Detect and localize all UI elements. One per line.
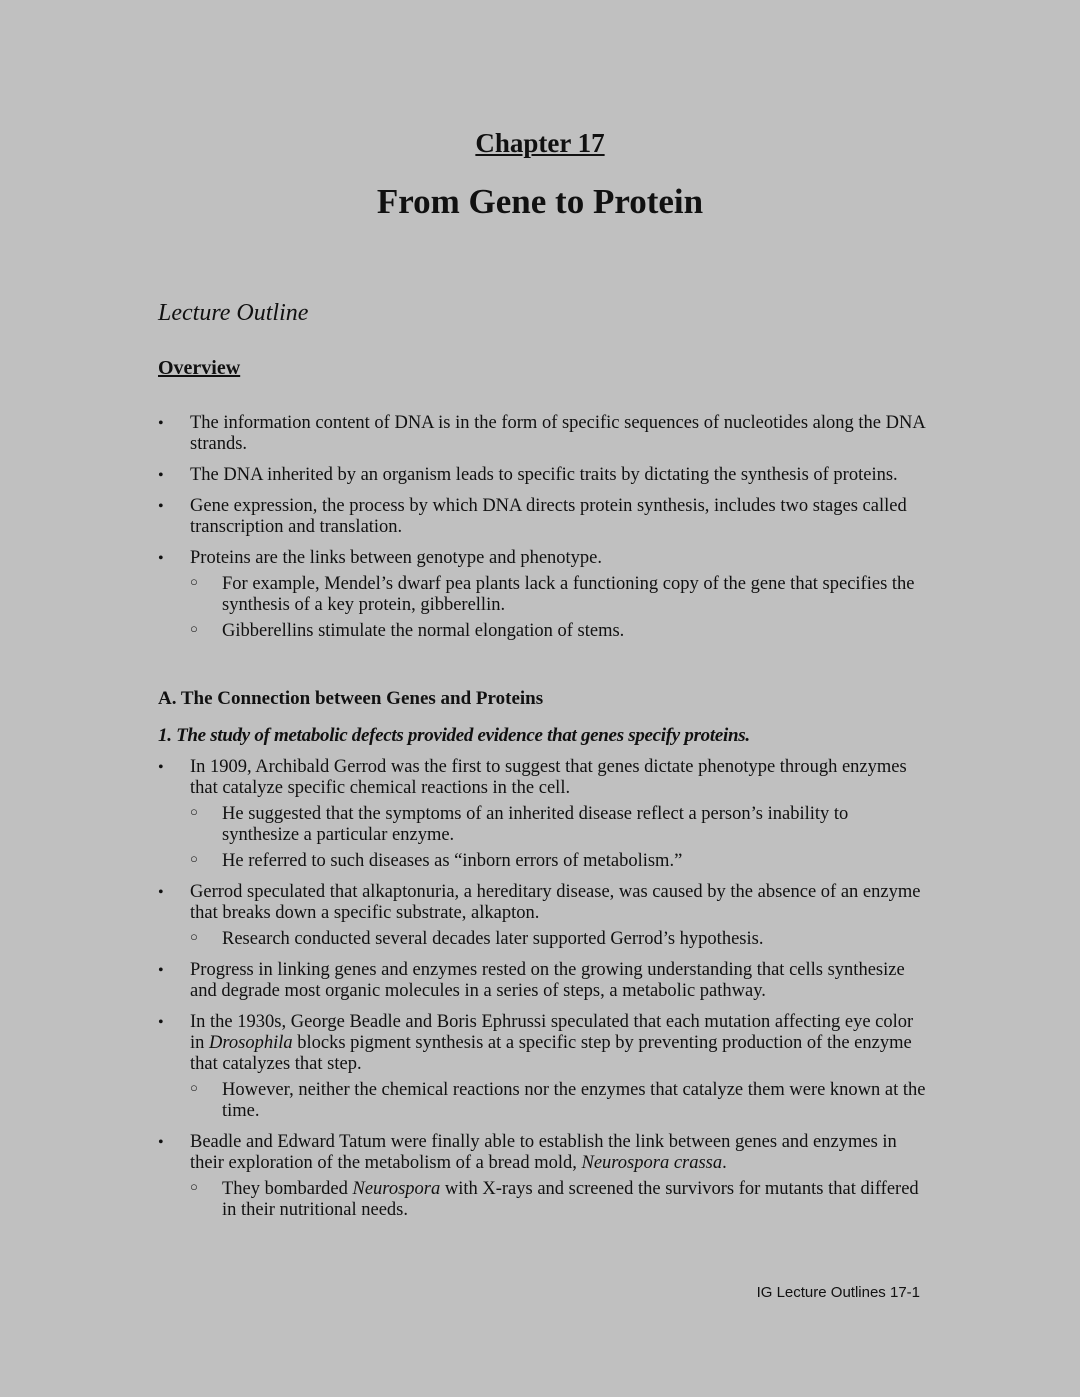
text-segment: Beadle and Edward Tatum were finally able to establish the link between genes and enzymes in their exploration of the metabolism of a bread mold,: [190, 1132, 897, 1173]
list-item: [158, 1012, 928, 1075]
text-segment: .: [722, 1153, 727, 1173]
sub-item-text: Gibberellins stimulate the normal elongation of stems.: [222, 621, 625, 641]
text-segment: In the 1930s, George Beadle and Boris Ephrussi speculated that each mutation affecting eye color in: [190, 1012, 914, 1053]
sub-item-text: However, neither the chemical reactions nor the enzymes that catalyze them were known at the time.: [222, 1080, 926, 1121]
sub-list-item: [158, 804, 928, 846]
text-segment: They bombarded: [222, 1179, 353, 1199]
circle-bullet-icon: ○: [190, 621, 198, 636]
sub-list-item: [158, 1179, 928, 1221]
sub-list-item: [158, 1080, 928, 1122]
sub-item-text: He referred to such diseases as “inborn errors of metabolism.”: [222, 851, 683, 871]
bullet-icon: •: [158, 550, 164, 567]
text-segment: with X-rays and screened the survivors for mutants that differed in their nutritional needs.: [222, 1179, 919, 1220]
list-item-text: [190, 1012, 928, 1075]
list-item: [158, 496, 928, 538]
bullet-icon: •: [158, 1014, 164, 1031]
circle-bullet-icon: ○: [190, 1179, 198, 1194]
section-1-list: [158, 757, 928, 1221]
list-item-text: Progress in linking genes and enzymes rested on the growing understanding that cells synthesize and degrade most organic molecules in a series of steps, a metabolic pathway.: [190, 960, 905, 1001]
chapter-heading: Chapter 17: [475, 128, 605, 158]
list-item-text: Proteins are the links between genotype and phenotype.: [190, 548, 603, 568]
bullet-icon: •: [158, 759, 164, 776]
sub-item-text: [222, 1179, 928, 1221]
section-a-heading: A. The Connection between Genes and Proteins: [158, 688, 544, 709]
circle-bullet-icon: ○: [190, 804, 198, 819]
section-1-heading: 1. The study of metabolic defects provided evidence that genes specify proteins.: [158, 725, 750, 746]
list-item: [158, 1132, 928, 1174]
species-name: Neurospora crassa: [581, 1153, 723, 1173]
sub-item-text: Research conducted several decades later supported Gerrod’s hypothesis.: [222, 929, 764, 949]
sub-list-item: [158, 929, 928, 950]
list-item: [158, 548, 928, 569]
list-item-text: Gerrod speculated that alkaptonuria, a hereditary disease, was caused by the absence of an enzyme that breaks down a specific substrate, alkapton.: [190, 882, 921, 923]
list-item-text: [190, 1132, 928, 1174]
species-name: Drosophila: [209, 1033, 293, 1053]
sub-item-text: He suggested that the symptoms of an inherited disease reflect a person’s inability to synthesize a particular enzyme.: [222, 804, 849, 845]
list-item: [158, 465, 928, 486]
sub-list-item: [158, 621, 928, 642]
circle-bullet-icon: ○: [190, 851, 198, 866]
text-segment: blocks pigment synthesis at a specific step by preventing production of the enzyme that catalyzes that step.: [190, 1033, 912, 1074]
bullet-icon: •: [158, 467, 164, 484]
list-item-text: In 1909, Archibald Gerrod was the first to suggest that genes dictate phenotype through enzymes that catalyze specific chemical reactions in the cell.: [190, 757, 907, 798]
bullet-icon: •: [158, 962, 164, 979]
list-item-text: The DNA inherited by an organism leads to specific traits by dictating the synthesis of proteins.: [190, 465, 898, 485]
overview-list: [158, 413, 928, 642]
bullet-icon: •: [158, 1134, 164, 1151]
bullet-icon: •: [158, 884, 164, 901]
sub-list-item: [158, 851, 928, 872]
species-name: Neurospora: [352, 1179, 441, 1199]
list-item: [158, 413, 928, 455]
circle-bullet-icon: ○: [190, 574, 198, 589]
bullet-icon: •: [158, 498, 164, 515]
circle-bullet-icon: ○: [190, 1080, 198, 1095]
circle-bullet-icon: ○: [190, 929, 198, 944]
sub-item-text: For example, Mendel’s dwarf pea plants lack a functioning copy of the gene that specifies the synthesis of a key protein, gibberellin.: [222, 574, 915, 615]
sub-list-item: [158, 574, 928, 616]
overview-heading: Overview: [158, 357, 241, 379]
lecture-outline-heading: Lecture Outline: [158, 300, 309, 326]
list-item: [158, 882, 928, 924]
list-item-text: Gene expression, the process by which DNA directs protein synthesis, includes two stages called transcription and translation.: [190, 496, 907, 537]
list-item: [158, 960, 928, 1002]
list-item-text: The information content of DNA is in the form of specific sequences of nucleotides along the DNA strands.: [190, 413, 925, 454]
page-title: From Gene to Protein: [376, 182, 704, 221]
page-footer: IG Lecture Outlines 17-1: [756, 1284, 920, 1301]
bullet-icon: •: [158, 415, 164, 432]
list-item: [158, 757, 928, 799]
